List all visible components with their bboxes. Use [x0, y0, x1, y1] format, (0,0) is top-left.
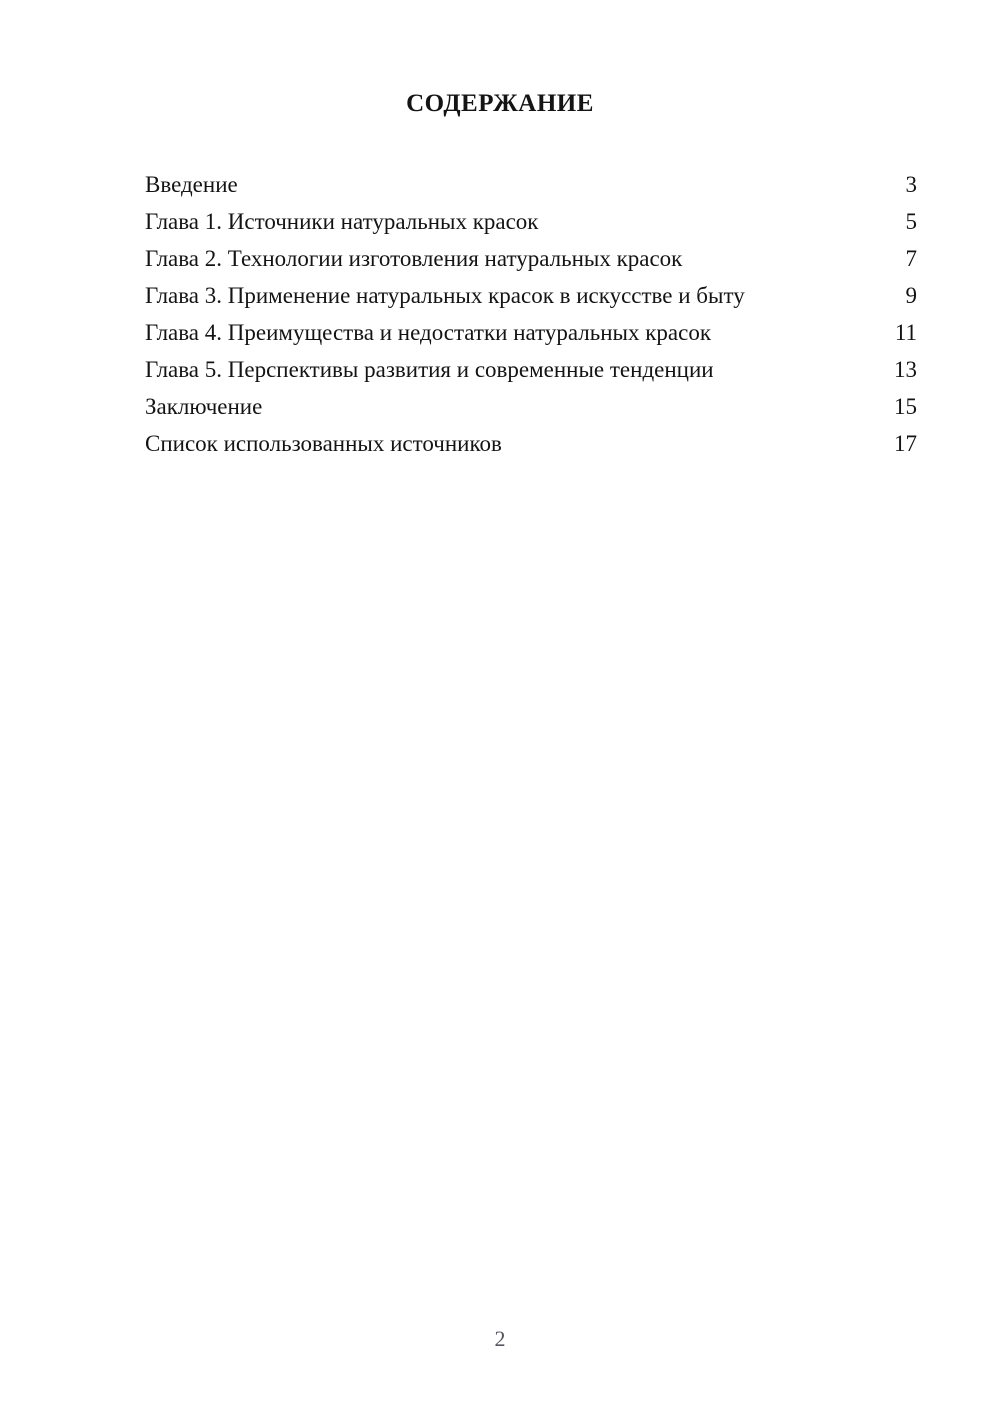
- toc-entry-title: Глава 1. Источники натуральных красок: [145, 209, 539, 234]
- toc-entry: [145, 203, 917, 240]
- toc-entry-title: Заключение: [145, 394, 263, 419]
- toc-entry-page-number: 7: [905, 246, 917, 271]
- toc-entry-title: Глава 2. Технологии изготовления натуральных красок: [145, 246, 683, 271]
- toc-entry-title: Глава 4. Преимущества и недостатки натуральных красок: [145, 320, 712, 345]
- toc-entry-title: Список использованных источников: [145, 431, 502, 456]
- toc-entry-title: Глава 5. Перспективы развития и современные тенденции: [145, 357, 714, 382]
- toc-entry: [145, 240, 917, 277]
- table-of-contents: [0, 166, 1000, 462]
- toc-entry-title: Введение: [145, 172, 238, 197]
- toc-entry-page-number: 3: [905, 172, 917, 197]
- toc-entry: [145, 425, 917, 462]
- toc-entry: [145, 314, 917, 351]
- page-title: СОДЕРЖАНИЕ: [406, 90, 594, 117]
- toc-entry-page-number: 13: [894, 357, 917, 382]
- toc-entry-page-number: 17: [894, 431, 917, 456]
- toc-entry-page-number: 5: [905, 209, 917, 234]
- toc-entry-page-number: 11: [894, 320, 917, 345]
- toc-entry: [145, 166, 917, 203]
- toc-entry: [145, 388, 917, 425]
- toc-entry-page-number: 9: [905, 283, 917, 308]
- toc-entry-title: Глава 3. Применение натуральных красок в искусстве и быту: [145, 283, 745, 308]
- footer-page-number: 2: [494, 1326, 506, 1351]
- toc-entry: [145, 351, 917, 388]
- toc-entry: [145, 277, 917, 314]
- toc-entry-page-number: 15: [894, 394, 917, 419]
